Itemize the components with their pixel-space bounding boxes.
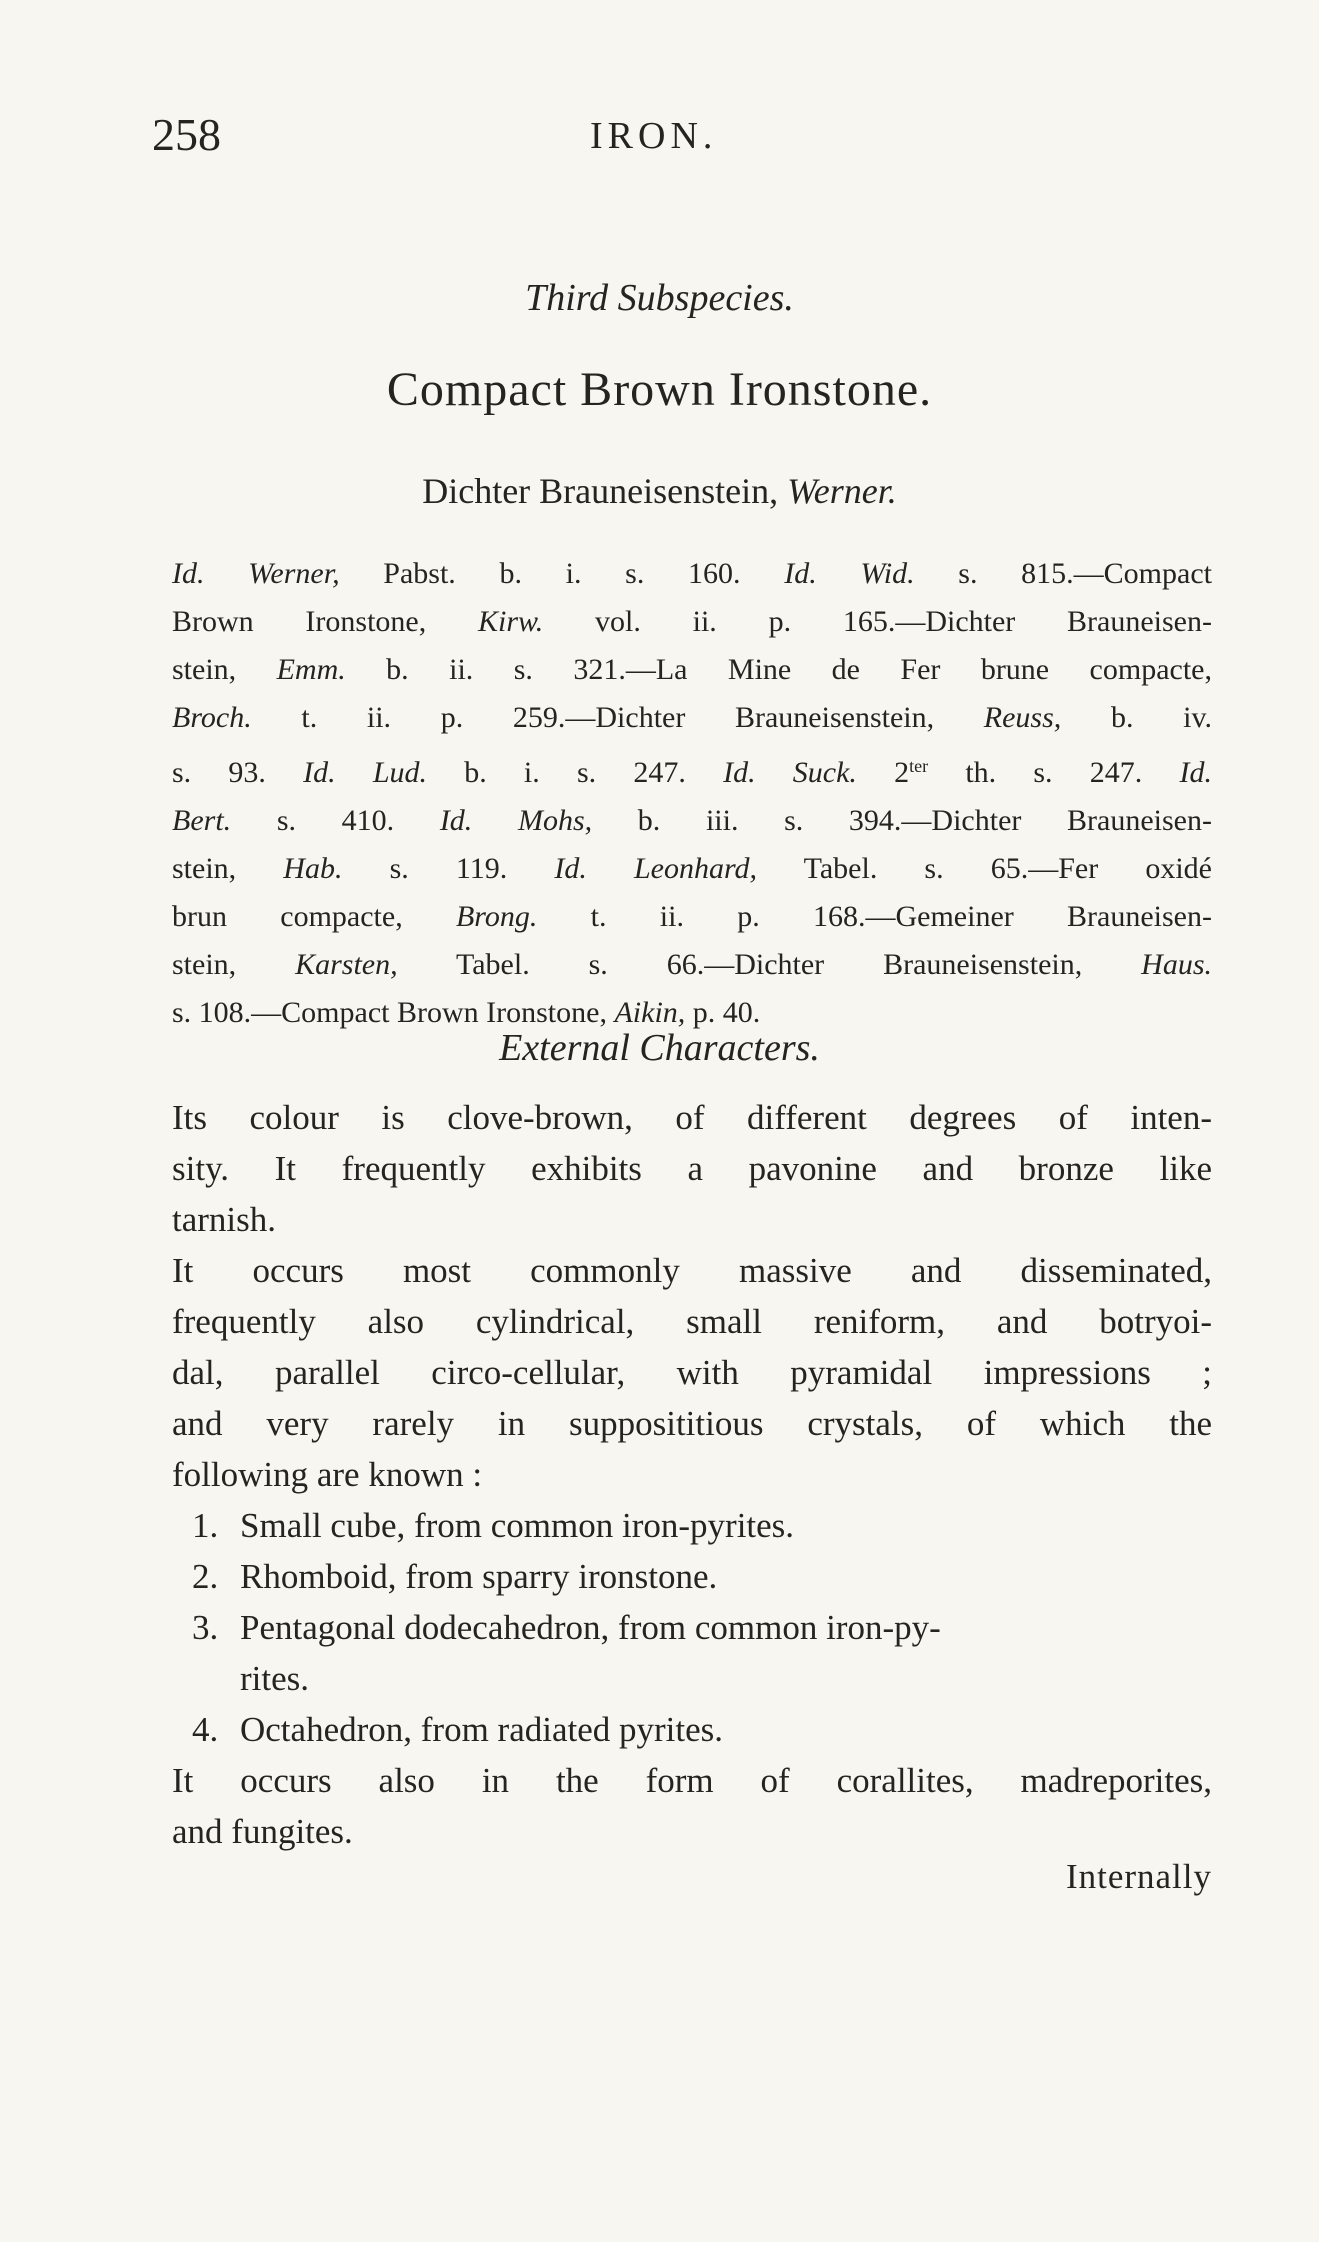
synonymy-line: brun compacte, Brong. t. ii. p. 168.—Gemeiner Brauneisen- — [172, 900, 1212, 933]
subspecies-heading: Third Subspecies. — [525, 277, 794, 319]
synonymy-line: Id. Werner, Pabst. b. i. s. 160. Id. Wid. s. 815.—Compact — [172, 557, 1212, 590]
text-line: It occurs most commonly massive and disseminated, — [172, 1251, 1212, 1290]
catchword: Internally — [1065, 1857, 1212, 1896]
text-line: frequently also cylindrical, small reniform, and botryoi- — [172, 1302, 1212, 1341]
german-name-text: Dichter Brauneisenstein, — [422, 471, 788, 511]
page-number: 258 — [152, 109, 221, 160]
list-item-continuation: rites. — [240, 1659, 310, 1698]
synonymy-block — [172, 550, 1212, 1037]
running-head: IRON. — [590, 115, 718, 157]
text-line: Its colour is clove-brown, of different degrees of inten- — [172, 1098, 1212, 1137]
text-line: dal, parallel circo-cellular, with pyramidal impressions ; — [172, 1353, 1212, 1392]
text-line: and very rarely in supposititious crystals, of which the — [172, 1404, 1212, 1443]
list-item-number: 2. — [192, 1557, 219, 1596]
synonymy-line: stein, Emm. b. ii. s. 321.—La Mine de Fer brune compacte, — [172, 653, 1212, 686]
paragraph-colour — [172, 1092, 1212, 1245]
list-item-text: Small cube, from common iron-pyrites. — [240, 1506, 795, 1545]
synonymy-line: Broch. t. ii. p. 259.—Dichter Brauneisenstein, Reuss, b. iv. — [172, 701, 1212, 734]
text-line: and fungites. — [172, 1812, 353, 1851]
synonymy-line: Brown Ironstone, Kirw. vol. ii. p. 165.—Dichter Brauneisen- — [172, 605, 1212, 638]
paragraph-forms — [172, 1755, 1212, 1857]
mineral-title: Compact Brown Ironstone. — [386, 363, 933, 416]
german-name-author: Werner. — [787, 471, 897, 511]
section-heading: External Characters. — [499, 1027, 820, 1069]
synonymy-line: stein, Hab. s. 119. Id. Leonhard, Tabel. s. 65.—Fer oxidé — [172, 852, 1212, 885]
text-line: tarnish. — [172, 1200, 277, 1239]
text-line: following are known : — [172, 1455, 483, 1494]
list-item-number: 3. — [192, 1608, 219, 1647]
list-item-number: 1. — [192, 1506, 219, 1545]
text-line: It occurs also in the form of corallites, madreporites, — [172, 1761, 1212, 1800]
paragraph-occurrence — [172, 1245, 1212, 1500]
text-line: sity. It frequently exhibits a pavonine and bronze like — [172, 1149, 1212, 1188]
list-item-text: Rhomboid, from sparry ironstone. — [240, 1557, 718, 1596]
german-name — [0, 470, 1319, 512]
synonymy-line: s. 108.—Compact Brown Ironstone, Aikin, p. 40. — [172, 996, 761, 1029]
synonymy-line: Bert. s. 410. Id. Mohs, b. iii. s. 394.—Dichter Brauneisen- — [172, 804, 1212, 837]
list-item-text: Pentagonal dodecahedron, from common iron-py- — [240, 1608, 941, 1647]
list-item-text: Octahedron, from radiated pyrites. — [240, 1710, 724, 1749]
synonymy-line: stein, Karsten, Tabel. s. 66.—Dichter Brauneisenstein, Haus. — [172, 948, 1212, 981]
synonymy-line: s. 93. Id. Lud. b. i. s. 247. Id. Suck. $2^{ter}$ th. s. 247. Id. — [172, 756, 1212, 789]
list-item-number: 4. — [192, 1710, 219, 1749]
